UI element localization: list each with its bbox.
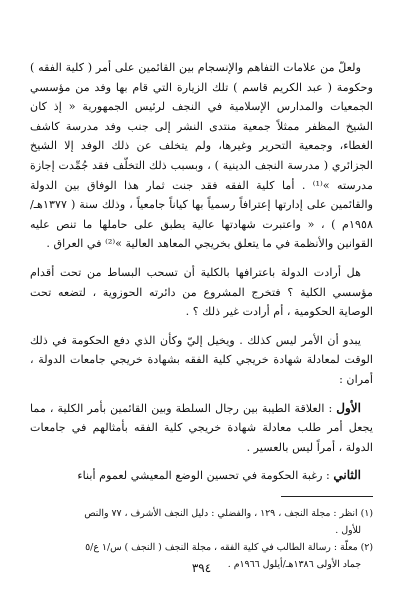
point-1 bbox=[30, 399, 373, 458]
paragraph-1: ولعلّ من علامات التفاهم والإنسجام بين القائمين على أمر ( كلية الفقه ) وحكومة ( عبد الكريم قاسم ) تلك الزيارة التي قام بها وفد من مؤسسي الجمعيات والمدارس الإسلامية في النجف لرئيس الجمهورية « إذ كان الشيخ المظفر ممثلاً جمعية منتدى النشر إلى جنب وفد مدرسة كاشف الغطاء، وجمعية التحرير وغيرها، ولم يتخلف عن ذلك الوفد إلا الشيخ الجزائري ( مدرسة النجف الدينية ) ، وبسبب ذلك التخلّف فقد جُمِّدت إجازة مدرسته »⁽¹⁾ . أما كلية الفقه فقد جنت ثمار هذا الوفاق بين الدولة والقائمين على إدارتها إعترافاً رسمياً بها كياناً جامعياً ، وذلك سنة ( ١٣٧٧هـ/ ١٩٥٨م ) ، « واعتبرت شهادتها عالية يطبق على حاملها ما تنص عليه القوانين والأنظمة في ما يتعلق بخريجي المعاهد العالية »⁽²⁾ في العراق . bbox=[30, 61, 373, 251]
footnote-1-line-1: (١) انظر : مجلة النجف ، ١٢٩ ، والفضلي : دليل النجف الأشرف ، ٧٧ والنص bbox=[84, 507, 373, 519]
point-2 bbox=[30, 466, 373, 486]
point-1-text: : العلاقة الطيبة بين رجال السلطة وبين القائمين بأمر الكلية ، مما يجعل أمر طلب معادلة شهادة خريجي كلية الفقه بأمثالهم في جامعات الدولة ، أمراً ليس بالعسير . bbox=[30, 401, 373, 454]
page-number: ٣٩٤ bbox=[191, 561, 212, 575]
point-2-text: : رغبة الحكومة في تحسين الوضع المعيشي لعموم أبناء bbox=[77, 469, 330, 483]
footnote-2-line-2: جماد الأولى ١٣٨٦هـ/أيلول ١٩٦٦م . bbox=[227, 558, 361, 570]
footnote-2-line-1: (٢) معلّة : رسالة الطالب في كلية الفقه ، مجلة النجف ( النجف ) س/١ ع/٥ bbox=[85, 541, 373, 553]
point-1-label: الأول bbox=[336, 400, 361, 415]
paragraph-3: يبدو أن الأمر ليس كذلك . ويخيل إليّ وكأن الذي دفع الحكومة في ذلك الوقت لمعادلة شهادة خريجي كلية الفقه بشهادة خريجي جامعات الدولة ، أمران : bbox=[30, 333, 373, 386]
footnote-1-line-2: للأول . bbox=[335, 524, 361, 536]
footnote-divider bbox=[281, 496, 373, 497]
main-text bbox=[30, 58, 373, 486]
point-2-label: الثاني bbox=[333, 468, 361, 483]
paragraph-2: هل أرادت الدولة باعترافها بالكلية أن تسحب البساط من تحت أقدام مؤسسي الكلية ؟ فتخرج المشروع من دائرته الحوزوية ، لتضعه تحت الوصاية الحكومية ، أم أرادت غير ذلك ؟ . bbox=[30, 265, 373, 319]
